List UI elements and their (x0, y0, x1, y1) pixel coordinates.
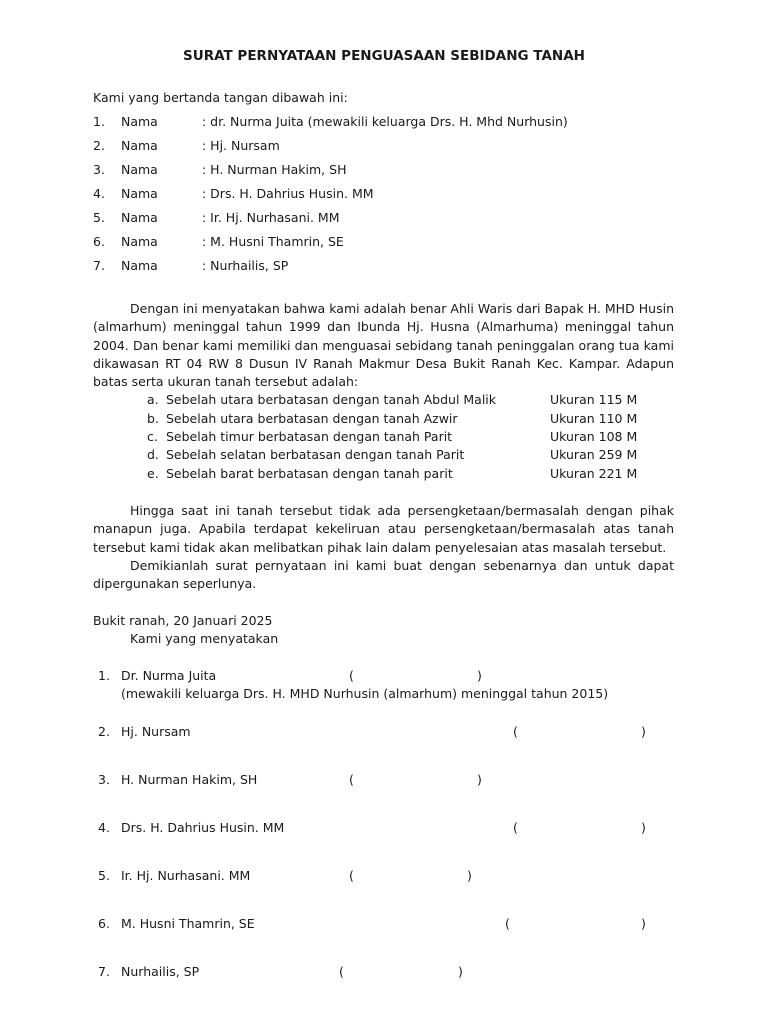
signer-label: Nama (121, 258, 158, 273)
statement-paragraph (93, 300, 674, 391)
boundary-letter: a. (147, 392, 159, 407)
boundary-text: Sebelah utara berbatasan dengan tanah Azwir (166, 411, 458, 426)
signer-number: 4. (93, 186, 105, 201)
signer-value: : Drs. H. Dahrius Husin. MM (202, 186, 374, 201)
signer-label: Nama (121, 162, 158, 177)
signature-close-paren: ) (641, 724, 646, 739)
signature-number: 1. (98, 668, 110, 683)
boundary-text: Sebelah selatan berbatasan dengan tanah Parit (166, 447, 465, 462)
signature-number: 3. (98, 772, 110, 787)
signer-value: : M. Husni Thamrin, SE (202, 234, 344, 249)
paragraph-line: batas serta ukuran tanah tersebut adalah: (93, 374, 359, 390)
paragraph-line: 2004. Dan benar kami memiliki dan menguasai sebidang tanah peninggalan orang tua kami (93, 337, 674, 353)
signature-open-paren: ( (505, 916, 510, 931)
signature-open-paren: ( (513, 820, 518, 835)
signature-close-paren: ) (458, 964, 463, 979)
signer-label: Nama (121, 210, 158, 225)
signature-name: H. Nurman Hakim, SH (121, 772, 258, 787)
signature-close-paren: ) (467, 868, 472, 883)
signature-open-paren: ( (349, 772, 354, 787)
signer-label: Nama (121, 114, 158, 129)
signature-number: 2. (98, 724, 110, 739)
paragraph-line: dipergunakan seperlunya. (93, 576, 257, 592)
paragraph-line: dikawasan RT 04 RW 8 Dusun IV Ranah Makmur Desa Bukit Ranah Kec. Kampar. Adapun (93, 355, 674, 371)
signature-close-paren: ) (477, 772, 482, 787)
boundary-size: Ukuran 110 M (550, 411, 638, 426)
signature-close-paren: ) (477, 668, 482, 683)
signer-label: Nama (121, 138, 158, 153)
signature-close-paren: ) (641, 820, 646, 835)
signature-open-paren: ( (513, 724, 518, 739)
signer-value: : dr. Nurma Juita (mewakili keluarga Drs. H. Mhd Nurhusin) (202, 114, 568, 129)
paragraph-line: Dengan ini menyatakan bahwa kami adalah benar Ahli Waris dari Bapak H. MHD Husin (130, 301, 674, 316)
signature-name: Dr. Nurma Juita (121, 668, 217, 683)
signer-number: 3. (93, 162, 105, 177)
signature-name: Drs. H. Dahrius Husin. MM (121, 820, 285, 835)
signature-number: 6. (98, 916, 110, 931)
signature-close-paren: ) (641, 916, 646, 931)
intro-text: Kami yang bertanda tangan dibawah ini: (93, 90, 348, 105)
paragraph-line: tersebut kami tidak akan melibatkan pihak lain dalam penyelesaian atas masalah tersebut. (93, 539, 667, 555)
signature-open-paren: ( (349, 668, 354, 683)
boundary-size: Ukuran 259 M (550, 447, 638, 462)
place-date: Bukit ranah, 20 Januari 2025 (93, 613, 273, 628)
signer-number: 5. (93, 210, 105, 225)
dispute-paragraph (93, 502, 674, 557)
signature-number: 4. (98, 820, 110, 835)
signature-note: (mewakili keluarga Drs. H. MHD Nurhusin (almarhum) meninggal tahun 2015) (121, 686, 609, 701)
boundary-letter: c. (147, 429, 158, 444)
boundary-text: Sebelah utara berbatasan dengan tanah Abdul Malik (166, 392, 497, 407)
boundary-text: Sebelah barat berbatasan dengan tanah parit (166, 466, 453, 481)
signer-value: : Hj. Nursam (202, 138, 280, 153)
boundary-text: Sebelah timur berbatasan dengan tanah Parit (166, 429, 453, 444)
signature-name: M. Husni Thamrin, SE (121, 916, 255, 931)
signer-value: : H. Nurman Hakim, SH (202, 162, 347, 177)
signature-number: 7. (98, 964, 110, 979)
closing-line: Kami yang menyatakan (130, 631, 279, 646)
paragraph-line: Demikianlah surat pernyataan ini kami buat dengan sebenarnya dan untuk dapat (130, 558, 674, 573)
signer-label: Nama (121, 186, 158, 201)
signer-number: 1. (93, 114, 105, 129)
boundary-size: Ukuran 108 M (550, 429, 638, 444)
signature-name: Hj. Nursam (121, 724, 191, 739)
document-title: SURAT PERNYATAAN PENGUASAAN SEBIDANG TANAH (183, 48, 585, 64)
signer-label: Nama (121, 234, 158, 249)
signature-number: 5. (98, 868, 110, 883)
signer-value: : Ir. Hj. Nurhasani. MM (202, 210, 340, 225)
signer-number: 2. (93, 138, 105, 153)
boundary-size: Ukuran 221 M (550, 466, 638, 481)
signer-number: 6. (93, 234, 105, 249)
closing-paragraph (93, 557, 674, 594)
paragraph-line: (almarhum) meninggal tahun 1999 dan Ibunda Hj. Husna (Almarhuma) meninggal tahun (93, 319, 674, 335)
boundary-letter: e. (147, 466, 159, 481)
boundary-letter: d. (147, 447, 159, 462)
paragraph-line: manapun juga. Apabila terdapat kekeliruan atau persengketaan/bermasalah atas tanah (93, 521, 674, 537)
boundary-size: Ukuran 115 M (550, 392, 638, 407)
boundary-letter: b. (147, 411, 159, 426)
signer-number: 7. (93, 258, 105, 273)
signature-name: Ir. Hj. Nurhasani. MM (121, 868, 251, 883)
paragraph-line: Hingga saat ini tanah tersebut tidak ada persengketaan/bermasalah dengan pihak (130, 503, 674, 518)
signature-open-paren: ( (339, 964, 344, 979)
signature-open-paren: ( (349, 868, 354, 883)
signer-value: : Nurhailis, SP (202, 258, 289, 273)
signature-name: Nurhailis, SP (121, 964, 200, 979)
